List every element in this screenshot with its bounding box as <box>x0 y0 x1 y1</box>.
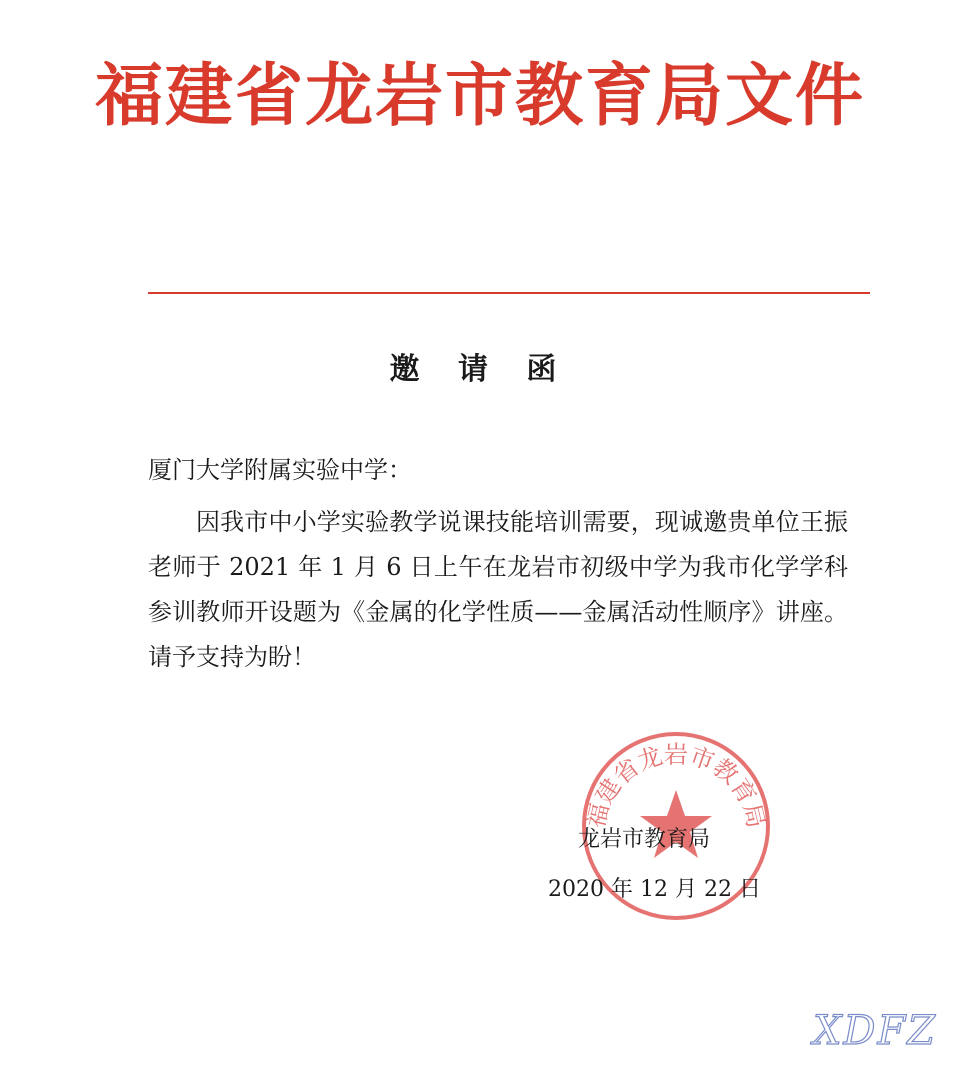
recipient-line: 厦门大学附属实验中学： <box>148 456 412 484</box>
red-divider-line <box>148 292 870 294</box>
body-paragraph: 因我市中小学实验教学说课技能培训需要，现诚邀贵单位王振老师于 2021 年 1 月 6 日上午在龙岩市初级中学为我市化学学科参训教师开设题为《金属的化学性质——金属活动性顺序》讲座。请予支持为盼！ <box>148 508 848 671</box>
document-title: 邀 请 函 <box>389 352 571 387</box>
signature-issuer: 龙岩市教育局 <box>578 827 711 852</box>
xdfz-watermark-logo <box>800 1004 950 1054</box>
svg-text:福建省龙岩市教育局: 福建省龙岩市教育局 <box>581 740 771 831</box>
svg-text:XDFZ: XDFZ <box>812 1008 938 1054</box>
issue-date: 2020 年 12 月 22 日 <box>548 877 761 902</box>
masthead-title: 福建省龙岩市教育局文件 <box>94 57 865 136</box>
